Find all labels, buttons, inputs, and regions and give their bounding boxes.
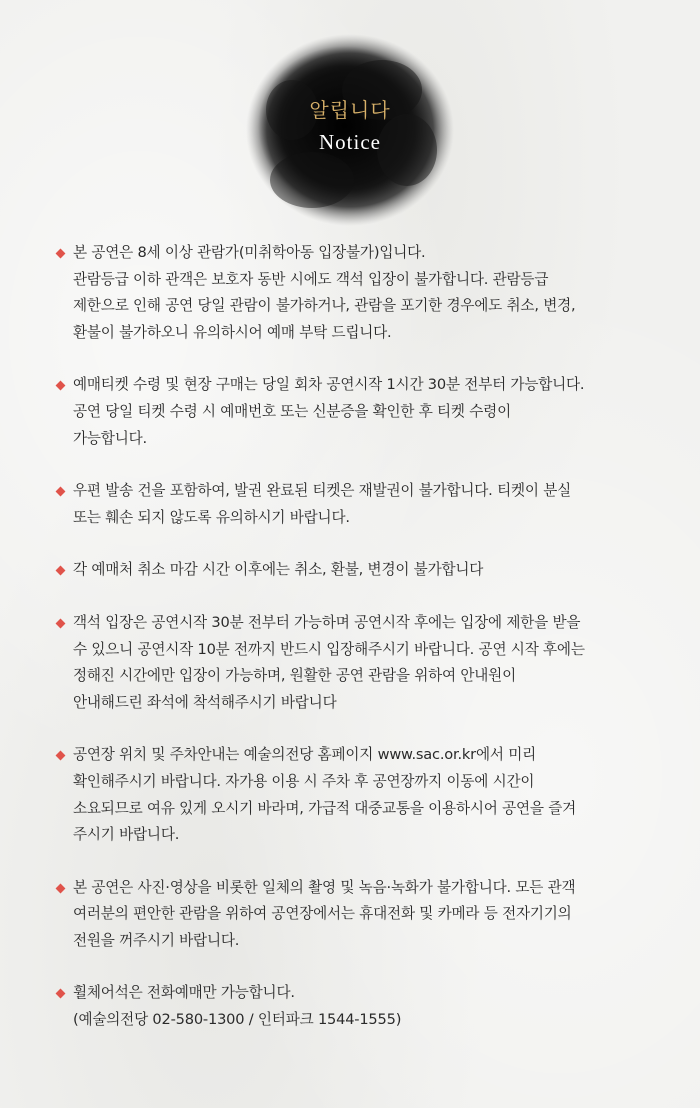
notice-line: 관람등급 이하 관객은 보호자 동반 시에도 객석 입장이 불가합니다. 관람등급 bbox=[73, 270, 549, 288]
notice-line: 수 있으니 공연시작 10분 전까지 반드시 입장해주시기 바랍니다. 공연 시작 후에는 bbox=[73, 640, 585, 658]
bullet-icon bbox=[56, 487, 66, 497]
bullet-icon bbox=[56, 751, 66, 761]
notice-list bbox=[0, 240, 700, 1060]
notice-line: 정해진 시간에만 입장이 가능하며, 원활한 공연 관람을 위하여 안내원이 bbox=[73, 667, 516, 685]
notice-item-ticket-pickup bbox=[0, 372, 700, 452]
notice-line: 본 공연은 8세 이상 관람가(미취학아동 입장불가)입니다. bbox=[73, 244, 426, 261]
notice-badge bbox=[232, 30, 468, 230]
notice-line: 각 예매처 취소 마감 시간 이후에는 취소, 환불, 변경이 불가합니다 bbox=[73, 561, 484, 579]
notice-line: 휠체어석은 전화예매만 가능합니다. bbox=[73, 984, 295, 1002]
notice-item-recording bbox=[0, 875, 700, 955]
notice-item-entry bbox=[0, 610, 700, 716]
notice-item-wheelchair bbox=[0, 980, 700, 1033]
notice-item-age-rating bbox=[0, 240, 700, 346]
notice-item-cancellation-deadline bbox=[0, 557, 700, 584]
bullet-icon bbox=[56, 566, 66, 576]
notice-line: 제한으로 인해 공연 당일 관람이 불가하거나, 관람을 포기한 경우에도 취소, 변경, bbox=[73, 297, 576, 315]
notice-line: (예술의전당 02-580-1300 / 인터파크 1544-1555) bbox=[73, 1011, 402, 1029]
notice-line: 가능합니다. bbox=[73, 429, 147, 447]
notice-line: 우편 발송 건을 포함하여, 발권 완료된 티켓은 재발권이 불가합니다. 티켓이 분실 bbox=[73, 482, 571, 500]
bullet-icon bbox=[56, 618, 66, 628]
bullet-icon bbox=[56, 989, 66, 999]
bullet-icon bbox=[56, 381, 66, 391]
notice-line: 환불이 불가하오니 유의하시어 예매 부탁 드립니다. bbox=[73, 323, 392, 341]
notice-line: 객석 입장은 공연시작 30분 전부터 가능하며 공연시작 후에는 입장에 제한을 받을 bbox=[73, 613, 581, 631]
notice-line: 본 공연은 사진·영상을 비롯한 일체의 촬영 및 녹음·녹화가 불가합니다. 모든 관객 bbox=[73, 878, 576, 896]
notice-title-english: Notice bbox=[319, 130, 381, 154]
notice-line: 확인해주시기 바랍니다. 자가용 이용 시 주차 후 공연장까지 이동에 시간이 bbox=[73, 772, 535, 790]
notice-item-reissue bbox=[0, 478, 700, 531]
notice-line: 안내해드린 좌석에 착석해주시기 바랍니다 bbox=[73, 693, 337, 711]
notice-line: 공연장 위치 및 주차안내는 예술의전당 홈페이지 www.sac.or.kr에서 미리 bbox=[73, 746, 537, 764]
notice-line: 여러분의 편안한 관람을 위하여 공연장에서는 휴대전화 및 카메라 등 전자기기의 bbox=[73, 905, 572, 923]
notice-line: 예매티켓 수령 및 현장 구매는 당일 회차 공연시작 1시간 30분 전부터 가능합니다. bbox=[73, 376, 585, 394]
notice-title-korean: 알립니다 bbox=[309, 98, 391, 122]
bullet-icon bbox=[56, 249, 66, 259]
bullet-icon bbox=[56, 883, 66, 893]
notice-line: 주시기 바랍니다. bbox=[73, 826, 180, 844]
notice-line: 전원을 꺼주시기 바랍니다. bbox=[73, 931, 240, 949]
notice-line: 또는 훼손 되지 않도록 유의하시기 바랍니다. bbox=[73, 508, 350, 526]
notice-line: 소요되므로 여유 있게 오시기 바라며, 가급적 대중교통을 이용하시어 공연을 즐겨 bbox=[73, 799, 577, 817]
notice-line: 공연 당일 티켓 수령 시 예매번호 또는 신분증을 확인한 후 티켓 수령이 bbox=[73, 402, 511, 420]
notice-item-location-parking bbox=[0, 742, 700, 848]
